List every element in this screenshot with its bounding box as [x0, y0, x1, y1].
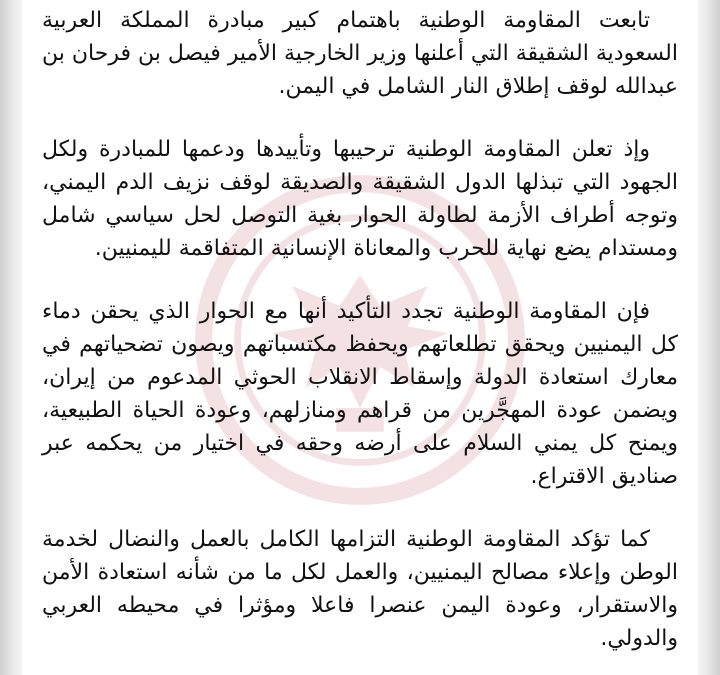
paragraph-1: تابعت المقاومة الوطنية باهتمام كبير مبادرة المملكة العربية السعودية الشقيقة التي أعلنها وزير الخارجية الأمير فيصل بن فرحان بن عبدالله لوقف إطلاق النار الشامل في اليمن. [42, 8, 678, 99]
paragraph-4: كما تؤكد المقاومة الوطنية التزامها الكامل بالعمل والنضال لخدمة الوطن وإعلاء مصالح اليمنيين، والعمل لكل ما من شأنه استعادة الأمن والاستقرار، وعودة اليمن عنصرا فاعلا ومؤثرا في محيطه العربي والدولي. [42, 527, 678, 651]
right-frame-edge [698, 0, 720, 675]
left-frame-edge [0, 0, 22, 675]
statement-document [42, 0, 678, 675]
paragraph-3: فإن المقاومة الوطنية تجدد التأكيد أنها مع الحوار الذي يحقن دماء كل اليمنيين ويحقق تطلعاتهم ويحفظ مكتسباتهم ويصون تضحياتهم في معارك استعادة الدولة وإسقاط الانقلاب الحوثي المدعوم من إيران، ويضمن عودة المهجَّرين من قراهم ومنازلهم، وعودة الحياة الطبيعية، ويمنح كل يمني السلام على أرضه وحقه في اختيار من يحكمه عبر صناديق الاقتراع. [42, 299, 678, 489]
paragraph-2: وإذ تعلن المقاومة الوطنية ترحيبها وتأييدها ودعمها للمبادرة ولكل الجهود التي تبذلها الدول الشقيقة والصديقة لوقف نزيف الدم اليمني، وتوجه أطراف الأزمة لطاولة الحوار بغية التوصل لحل سياسي شامل ومستدام يضع نهاية للحرب والمعاناة الإنسانية المتفاقمة لليمنيين. [42, 137, 678, 261]
